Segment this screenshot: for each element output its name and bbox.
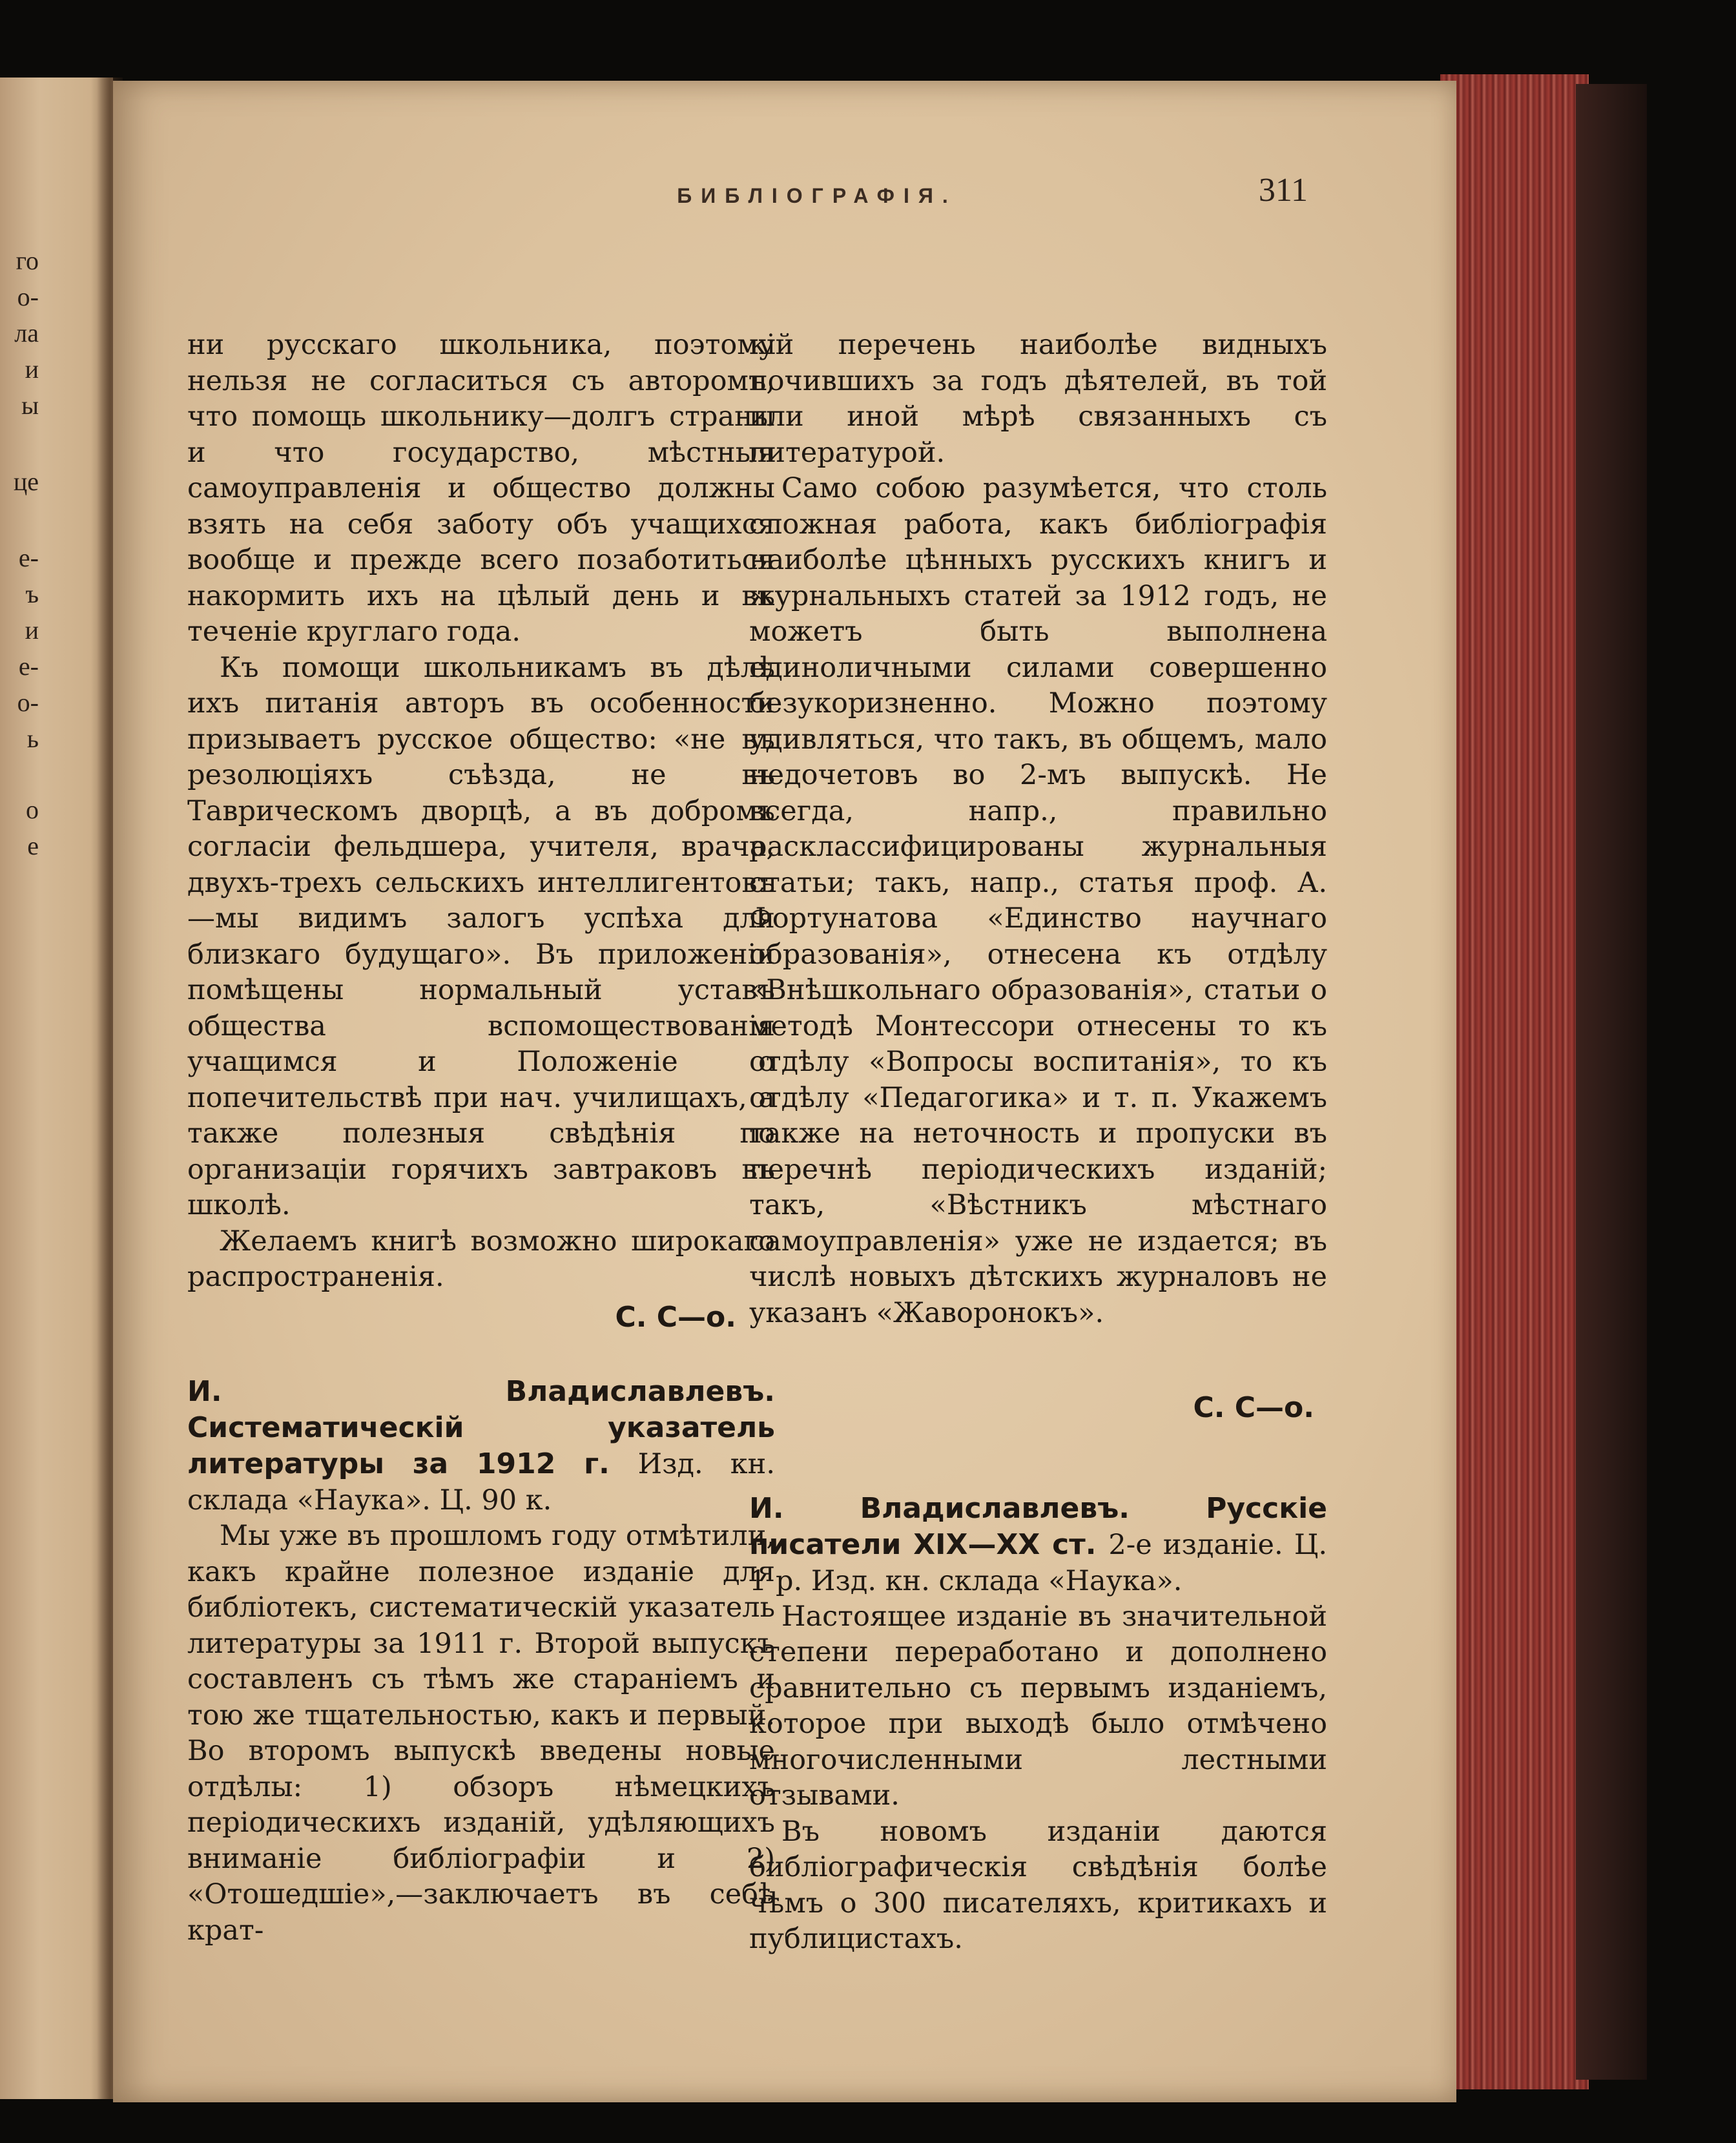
fragment: о- — [17, 282, 39, 311]
paragraph: Настоящее изданіе въ значительной степени переработано и дополнено сравнительно съ первымъ изданіемъ, которое при выходѣ было отмѣчено многочисленными лестными отзывами. — [749, 1600, 1327, 1812]
paragraph: Къ помощи школьникамъ въ дѣлѣ ихъ питанія авторъ въ особенности призываетъ русское общество: «не въ резолюціяхъ съѣзда, не въ Таврическомъ дворцѣ, а въ добромъ согласіи фельдшера, учителя, врача, двухъ-трехъ сельскихъ интеллигентовъ—мы видимъ залогъ успѣха для близкаго будущаго». Въ приложеніи помѣщены нормальный уставъ общества вспомоществованія учащимся и Положеніе о попечительствѣ при нач. училищахъ, а также полезныя свѣдѣнія по организаціи горячихъ завтраковъ въ школѣ. — [187, 651, 775, 1221]
page-311 — [113, 81, 1456, 2102]
fragment: ы — [21, 391, 39, 420]
paragraph: кій перечень наиболѣе видныхъ почившихъ за годъ дѣятелей, въ той или иной мѣрѣ связанныхъ съ литературой. — [749, 329, 1327, 469]
fragment: ъ — [25, 579, 39, 608]
fragment: о — [26, 795, 39, 824]
book-cover — [1576, 84, 1647, 2080]
book-entry-heading — [749, 1491, 1327, 1599]
left-column — [187, 327, 775, 1949]
paragraph: Въ новомъ изданіи даются библіографическія свѣдѣнія болѣе чѣмъ о 300 писателяхъ, критикахъ и публицистахъ. — [749, 1815, 1327, 1955]
fragment: ла — [14, 318, 39, 347]
fragment: и — [25, 355, 39, 384]
fragment: го — [16, 246, 39, 275]
right-column — [749, 327, 1327, 1958]
review-signature: С. С—о. — [1193, 1391, 1314, 1424]
paragraph: Желаемъ книгѣ возможно широкаго распространенія. — [187, 1225, 775, 1293]
paragraph: Само собою разумѣется, что столь сложная работа, какъ библіографія наиболѣе цѣнныхъ русскихъ книгъ и журнальныхъ статей за 1912 годъ, не можетъ быть выполнена единоличными силами совершенно безукоризненно. Можно поэтому удивляться, что такъ, въ общемъ, мало недочетовъ во 2-мъ выпускѣ. Не всегда, напр., правильно расклассифицированы журнальныя статьи; такъ, напр., статья проф. А. Фортунатова «Единство научнаго образованія», отнесена къ отдѣлу «Внѣшкольнаго образованія», статьи о методѣ Монтессори отнесены то къ отдѣлу «Вопросы воспитанія», то къ отдѣлу «Педагогика» и т. п. Укажемъ также на неточность и пропуски въ перечнѣ періодическихъ изданій; такъ, «Вѣстникъ мѣстнаго самоуправленія» уже не издается; въ числѣ новыхъ дѣтскихъ журналовъ не указанъ «Жаворонокъ». — [749, 472, 1327, 1329]
fragment: ь — [26, 724, 39, 753]
entry-publisher: 2-е изданіе. Ц. 1 р. Изд. кн. склада «Наука». — [749, 1528, 1328, 1597]
fragment: е- — [18, 543, 39, 572]
fragment: о- — [17, 688, 39, 717]
entry-title: И. Владиславлевъ. Систематическій указатель литературы за 1912 г. — [187, 1375, 775, 1480]
fragment: и — [25, 616, 39, 645]
page-block-edges — [1440, 74, 1589, 2089]
running-head: БИБЛІОГРАФІЯ. — [677, 184, 957, 207]
fragment: е — [27, 831, 39, 860]
entry-title: И. Владиславлевъ. Русскіе писатели XIX—XX ст. — [749, 1491, 1327, 1561]
review-signature: С. С—о. — [615, 1300, 736, 1334]
paragraph: ни русскаго школьника, поэтому нельзя не согласиться съ авторомъ, что помощь школьнику—долгъ страны и что государство, мѣстныя самоуправленія и общество должны взять на себя заботу объ учащихся вообще и прежде всего позаботиться накормить ихъ на цѣлый день и въ теченіе круглаго года. — [187, 329, 775, 648]
fragment: це — [13, 467, 39, 496]
page-number: 311 — [1258, 172, 1308, 209]
entry-publisher: Изд. кн. склада «Наука». Ц. 90 к. — [187, 1448, 775, 1517]
paragraph: Мы уже въ прошломъ году отмѣтили, какъ крайне полезное изданіе для библіотекъ, систематическій указатель литературы за 1911 г. Второй выпускъ составленъ съ тѣмъ же стараніемъ и тою же тщательностью, какъ и первый. Во второмъ выпускѣ введены новые отдѣлы: 1) обзоръ нѣмецкихъ періодическихъ изданій, удѣляющихъ вниманіе библіографіи и 2) «Отошедшіе»,—заключаетъ въ себѣ крат- — [187, 1520, 775, 1947]
fragment: е- — [18, 652, 39, 681]
book-entry-heading — [187, 1374, 775, 1518]
